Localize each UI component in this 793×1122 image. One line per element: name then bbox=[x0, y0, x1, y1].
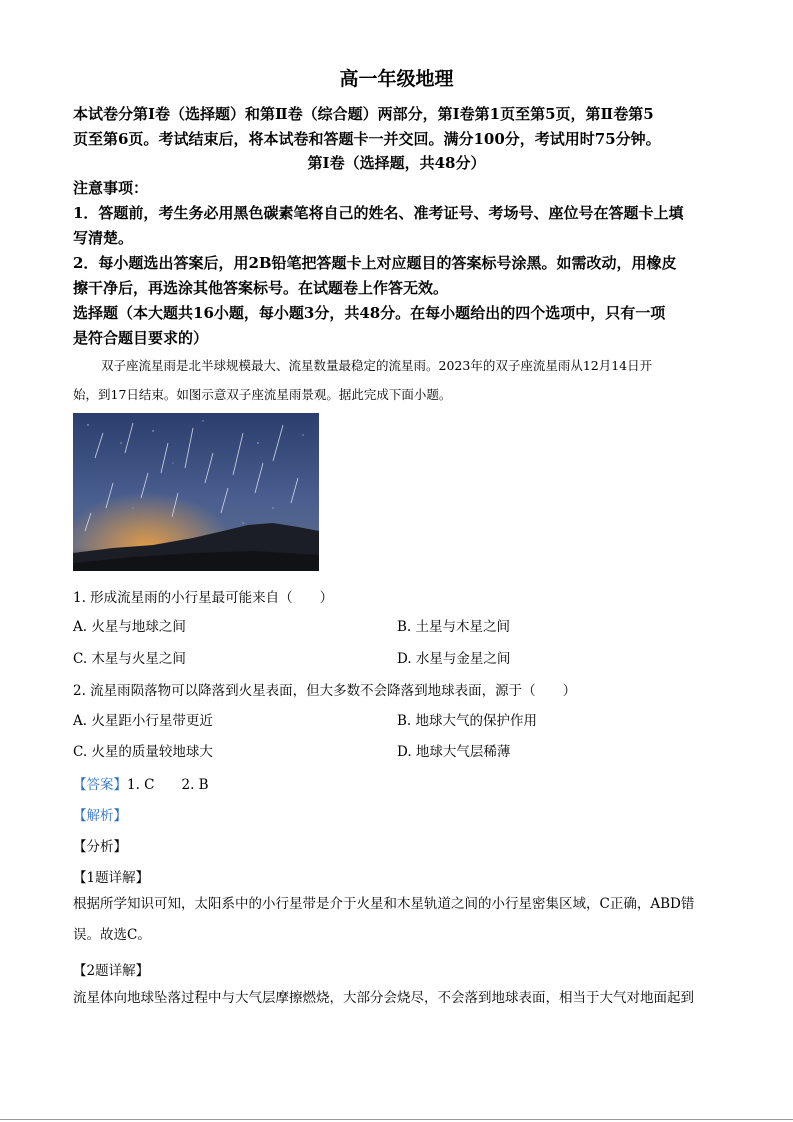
intro-line: 本试卷分第Ⅰ卷（选择题）和第Ⅱ卷（综合题）两部分，第Ⅰ卷第1页至第5页，第Ⅱ卷第5 bbox=[73, 105, 654, 123]
question-option: C. 火星的质量较地球大 bbox=[73, 744, 213, 760]
question-option: A. 火星距小行星带更近 bbox=[73, 713, 213, 729]
choice-instruction: 选择题（本大题共16小题，每小题3分，共48分。在每小题给出的四个选项中，只有一项 bbox=[73, 304, 666, 322]
answer-value: 1. C 2. B bbox=[127, 777, 209, 793]
q2-detail-label: 【2题详解】 bbox=[73, 963, 150, 979]
question-stem: 2. 流星雨陨落物可以降落到火星表面，但大多数不会降落到地球表面，源于（ ） bbox=[73, 683, 577, 699]
choice-instruction: 是符合题目要求的） bbox=[73, 329, 209, 347]
q1-detail-text bbox=[73, 889, 721, 951]
notes-section bbox=[73, 176, 721, 351]
question-option: D. 地球大气层稀薄 bbox=[397, 744, 511, 760]
question-option: B. 土星与木星之间 bbox=[397, 619, 511, 635]
intro-line: 页至第6页。考试结束后，将本试卷和答题卡一并交回。满分100分，考试用时75分钟。 bbox=[73, 130, 661, 148]
section-title: 第Ⅰ卷（选择题，共48分） bbox=[307, 154, 486, 172]
answer-label: 【答案】 bbox=[73, 777, 127, 793]
detail-line: 根据所学知识可知，太阳系中的小行星带是介于火星和木星轨道之间的小行星密集区域，C正确，ABD错 bbox=[73, 896, 695, 912]
note-line: 1．答题前，考生务必用黑色碳素笔将自己的姓名、准考证号、考场号、座位号在答题卡上填 bbox=[73, 204, 684, 222]
question-stem: 1. 形成流星雨的小行星最可能来自（ ） bbox=[73, 590, 334, 606]
page-bottom-rule bbox=[0, 1119, 793, 1120]
lead-paragraph bbox=[73, 351, 721, 409]
question-option: B. 地球大气的保护作用 bbox=[397, 713, 538, 729]
detail-line: 误。故选C。 bbox=[73, 927, 151, 943]
detail-line: 流星体向地球坠落过程中与大气层摩擦燃烧，大部分会烧尽，不会落到地球表面，相当于大气对地面起到 bbox=[73, 990, 694, 1006]
answer-line bbox=[73, 773, 209, 793]
note-line: 擦干净后，再选涂其他答案标号。在试题卷上作答无效。 bbox=[73, 279, 449, 297]
fenxi-label: 【分析】 bbox=[73, 839, 127, 855]
notes-heading: 注意事项： bbox=[73, 179, 149, 197]
note-line: 写清楚。 bbox=[73, 229, 134, 247]
lead-line: 双子座流星雨是北半球规模最大、流星数量最稳定的流星雨。2023年的双子座流星雨从12月14日开 bbox=[101, 358, 653, 373]
analysis-label: 【解析】 bbox=[73, 808, 127, 824]
lead-line: 始，到17日结束。如图示意双子座流星雨景观。据此完成下面小题。 bbox=[73, 387, 452, 402]
meteor-shower-photo bbox=[73, 413, 319, 571]
question-option: A. 火星与地球之间 bbox=[73, 619, 186, 635]
q2-detail-text bbox=[73, 983, 721, 1014]
page-title: 高一年级地理 bbox=[339, 68, 454, 90]
note-line: 2．每小题选出答案后，用2B铅笔把答题卡上对应题目的答案标号涂黑。如需改动，用橡皮 bbox=[73, 254, 677, 272]
intro-paragraph bbox=[73, 102, 721, 152]
q1-detail-label: 【1题详解】 bbox=[73, 870, 150, 886]
question-option: C. 木星与火星之间 bbox=[73, 651, 186, 667]
question-option: D. 水星与金星之间 bbox=[397, 651, 511, 667]
